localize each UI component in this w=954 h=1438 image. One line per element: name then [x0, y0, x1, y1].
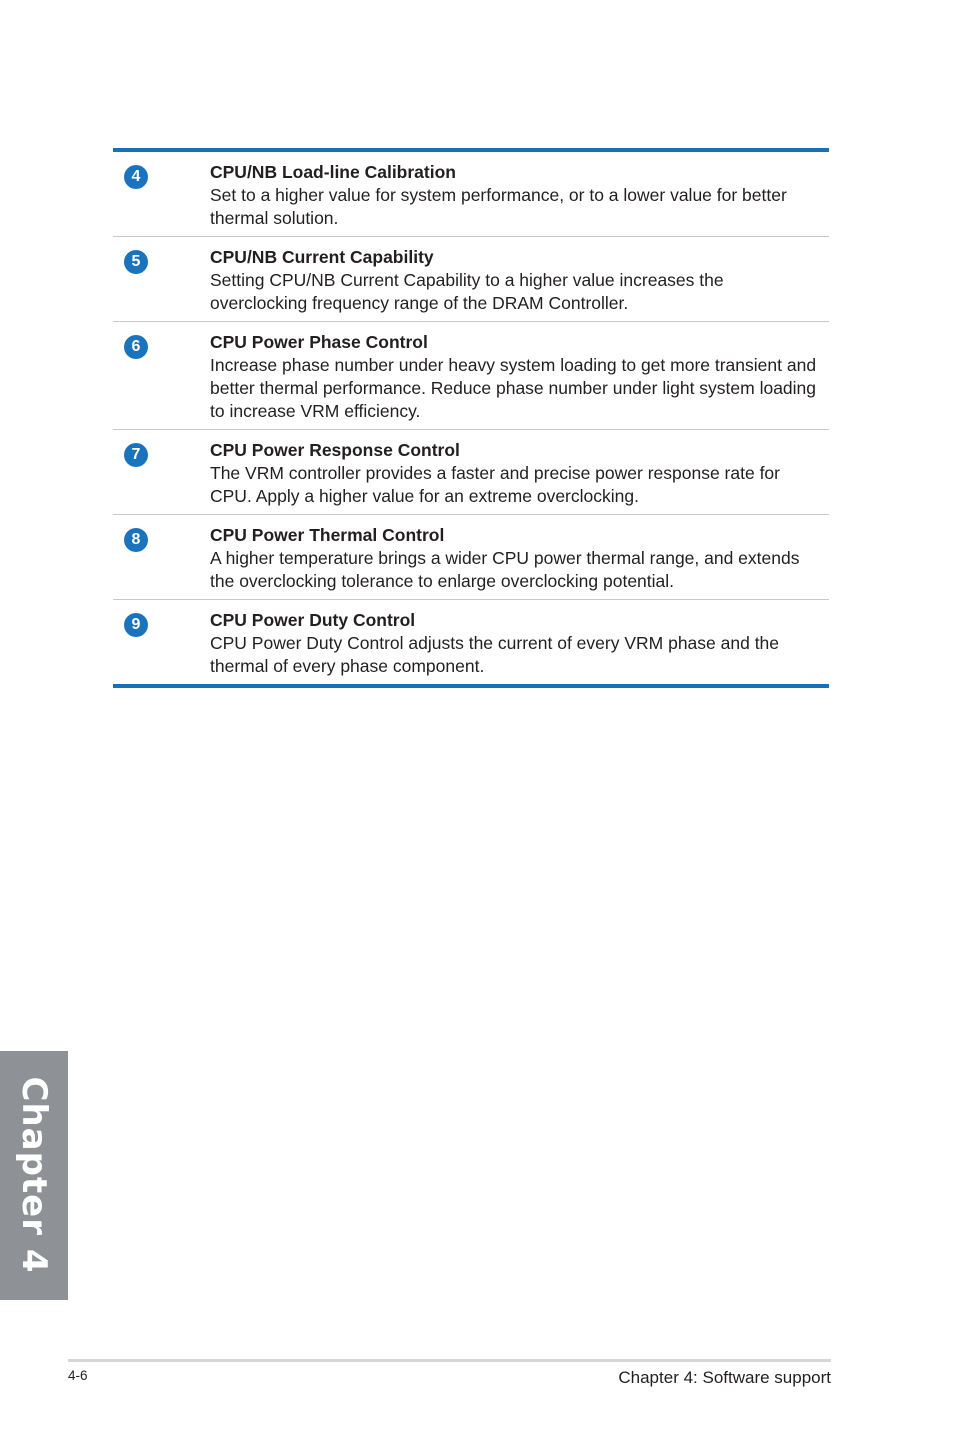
item-description: Setting CPU/NB Current Capability to a higher value increases the overclocking frequency range of the DRAM Controller.: [210, 270, 724, 313]
footer-divider: [68, 1359, 831, 1362]
item-title: CPU Power Response Control: [210, 440, 460, 460]
footer-section-title: Chapter 4: Software support: [618, 1368, 831, 1387]
item-row-9: [113, 600, 829, 684]
number-badge: 9: [124, 613, 148, 637]
footer-page-number: 4-6: [68, 1368, 88, 1383]
chapter-tab-label: Chapter 4: [14, 1076, 54, 1274]
item-row-4: [113, 152, 829, 237]
item-title: CPU/NB Current Capability: [210, 247, 434, 267]
item-row-7: [113, 430, 829, 515]
item-row-8: [113, 515, 829, 600]
item-description: The VRM controller provides a faster and precise power response rate for CPU. Apply a higher value for an extreme overclocking.: [210, 463, 780, 506]
number-badge: 5: [124, 250, 148, 274]
item-description: Increase phase number under heavy system loading to get more transient and better thermal performance. Reduce phase number under light system loading to increase VRM efficiency.: [210, 355, 817, 421]
item-title: CPU Power Duty Control: [210, 610, 416, 630]
items-table: [113, 148, 829, 688]
chapter-tab: [0, 1051, 68, 1300]
item-description: Set to a higher value for system performance, or to a lower value for better thermal solution.: [210, 185, 787, 228]
item-description: CPU Power Duty Control adjusts the current of every VRM phase and the thermal of every phase component.: [210, 633, 780, 676]
item-row-6: [113, 322, 829, 430]
item-title: CPU Power Thermal Control: [210, 525, 445, 545]
item-title: CPU/NB Load-line Calibration: [210, 162, 456, 182]
number-badge: 4: [124, 165, 148, 189]
item-row-5: [113, 237, 829, 322]
number-badge: 7: [124, 443, 148, 467]
item-description: A higher temperature brings a wider CPU power thermal range, and extends the overclocking tolerance to enlarge overclocking potential.: [210, 548, 800, 591]
number-badge: 6: [124, 335, 148, 359]
item-title: CPU Power Phase Control: [210, 332, 428, 352]
number-badge: 8: [124, 528, 148, 552]
